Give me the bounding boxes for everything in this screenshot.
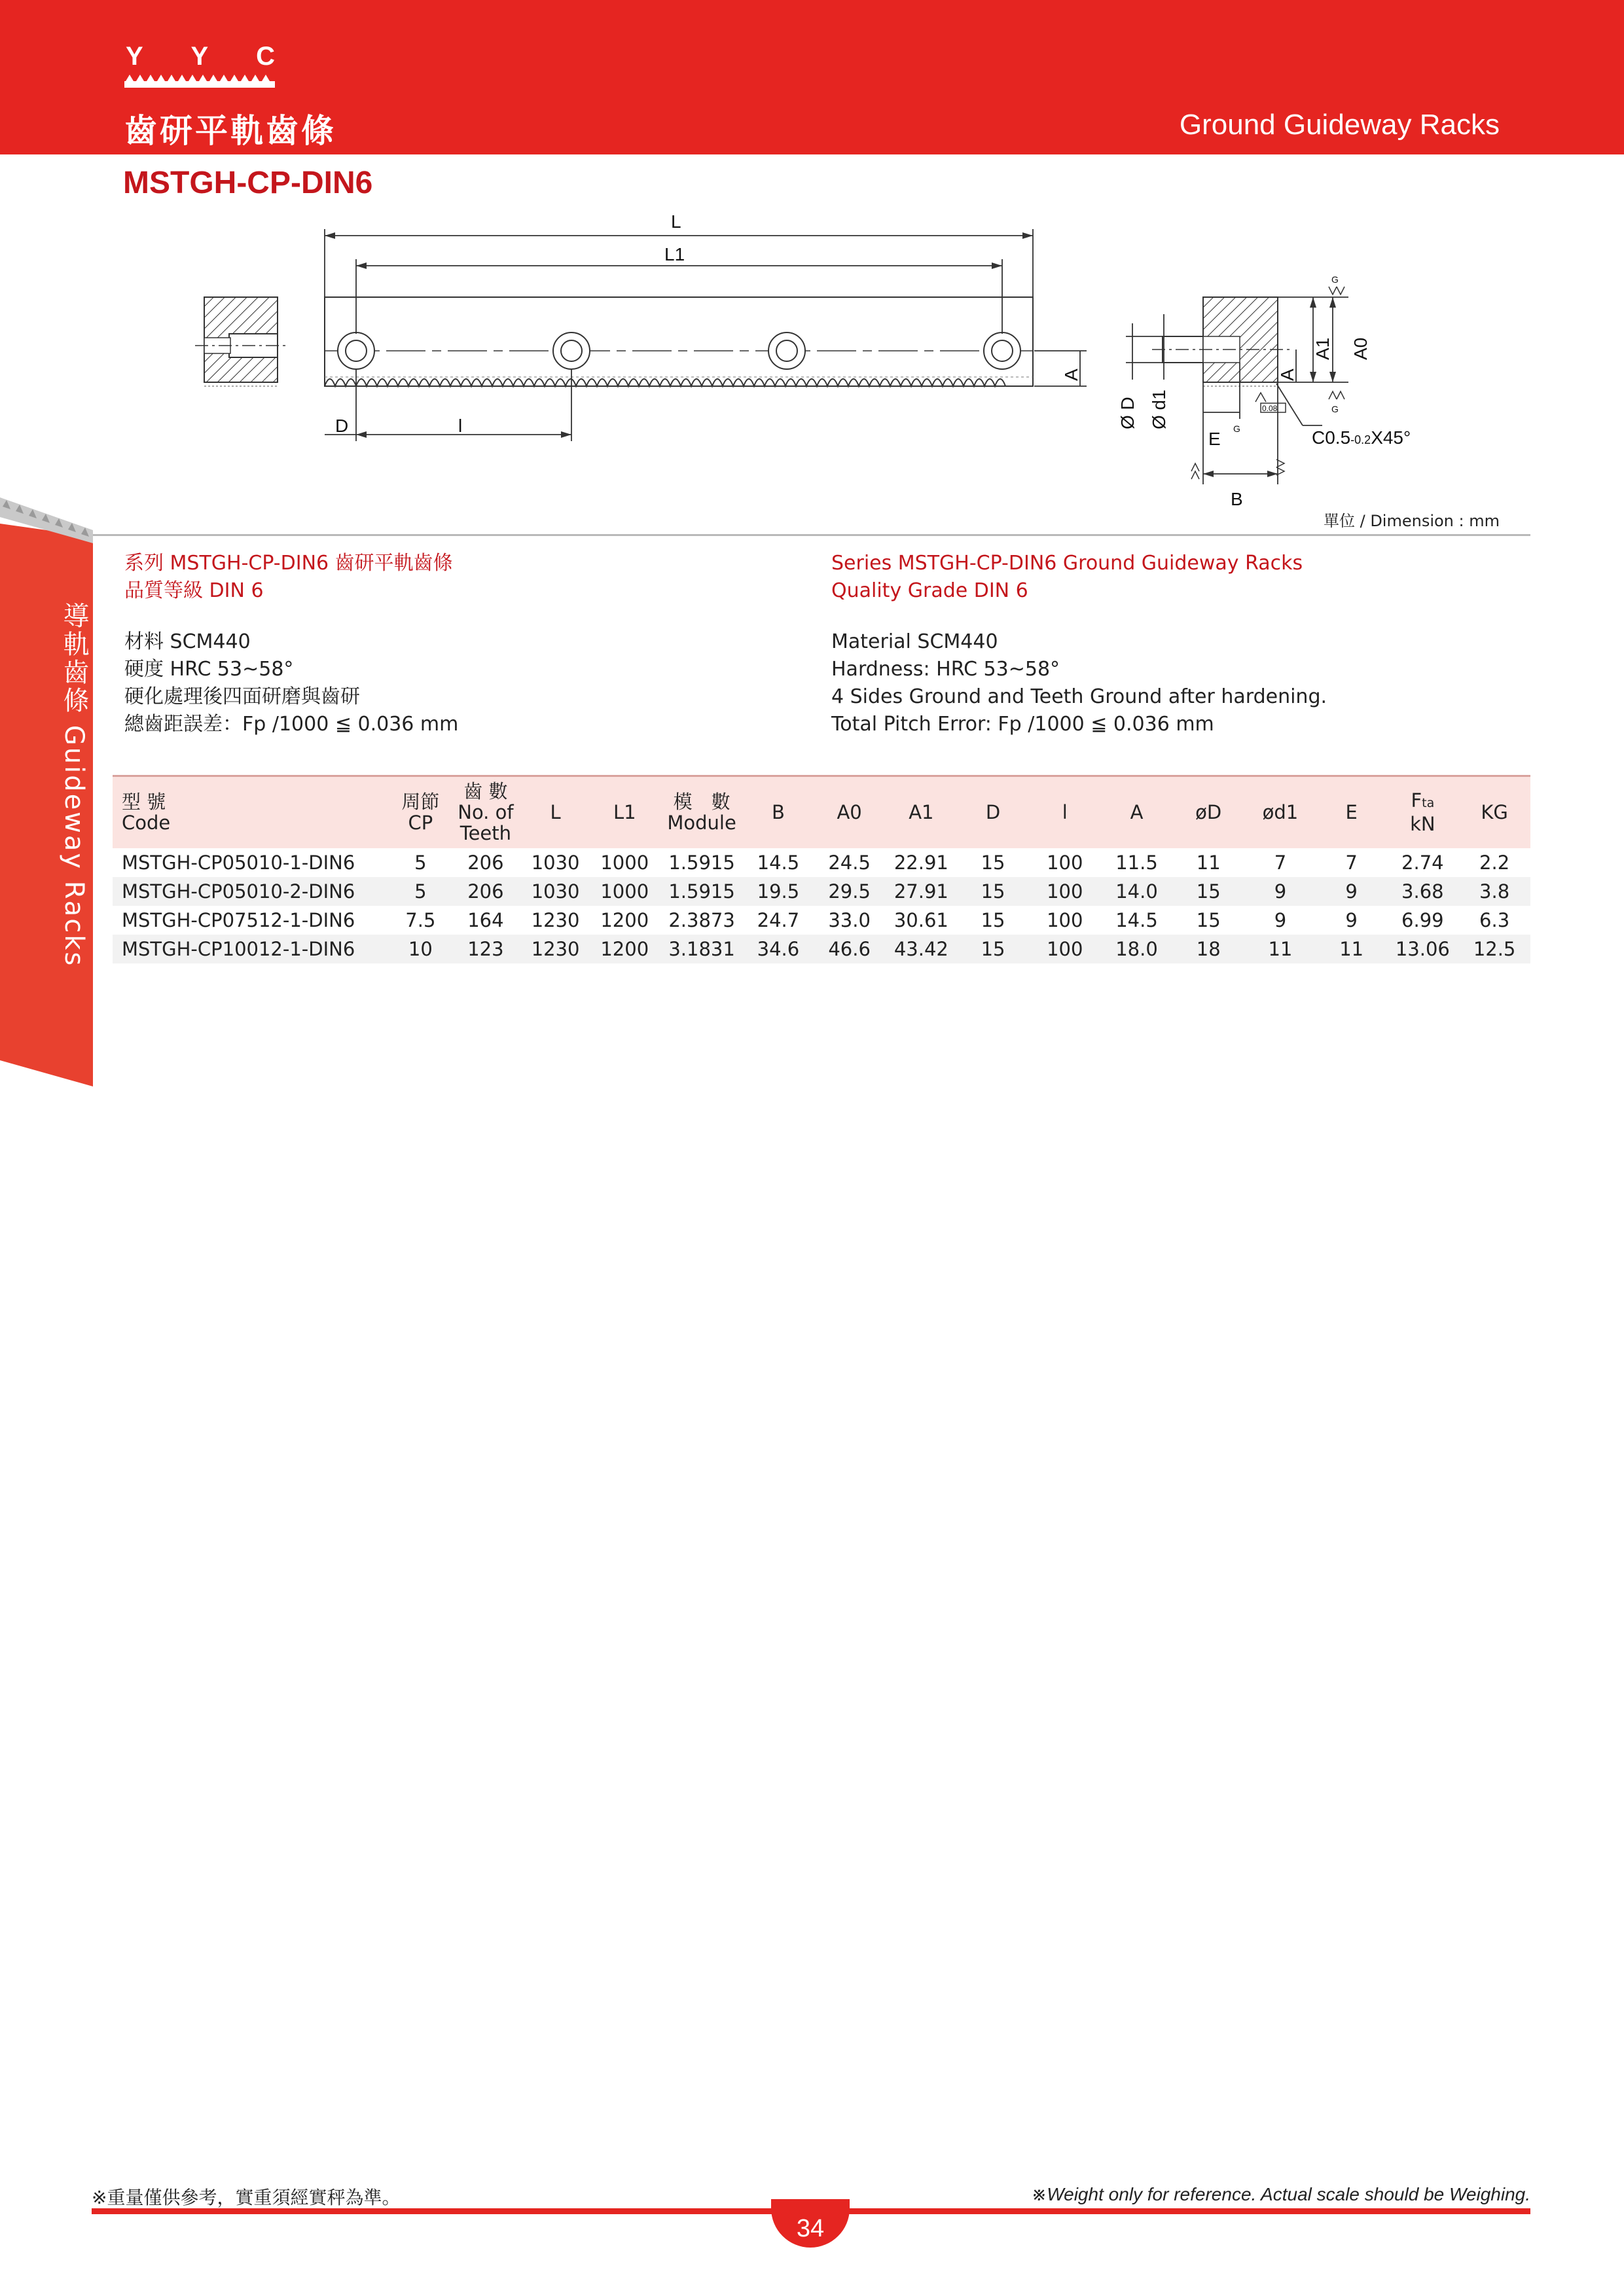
rack-front-view <box>325 297 1033 386</box>
dim-label-A: A <box>1061 368 1081 381</box>
col-L1: L1 <box>588 776 660 848</box>
chamfer-label: C0.5-0.2X45° <box>1312 427 1411 448</box>
surface-finish-G: G <box>1331 404 1339 414</box>
col-l: l <box>1029 776 1101 848</box>
page-header <box>0 0 1624 154</box>
table-row: MSTGH-CP07512-1-DIN6 7.5 164 1230 1200 2.3873 24.7 33.0 30.61 15 100 14.5 15 9 9 6.99 6.3 <box>122 908 1510 931</box>
col-L: L <box>522 776 589 848</box>
product-title: MSTGH-CP-DIN6 <box>123 166 373 200</box>
col-code: 型 號 Code <box>113 776 392 848</box>
dim-label-B: B <box>1231 489 1243 509</box>
col-fta: Fta kN <box>1386 776 1458 848</box>
spec-grade-cn: 品質等級 DIN 6 <box>124 579 264 602</box>
logo-letter: Y <box>190 42 210 71</box>
spec-pitch-error-cn: 總齒距誤差：Fp /1000 ≦ 0.036 mm <box>124 713 459 736</box>
spec-material-cn: 材料 SCM440 <box>124 630 251 653</box>
dim-label-E: E <box>1208 429 1221 449</box>
col-E: E <box>1316 776 1387 848</box>
col-cp: 周節 CP <box>392 776 449 848</box>
dim-label-A-right: A <box>1277 368 1297 381</box>
dim-label-A0: A0 <box>1350 337 1371 360</box>
col-phid1: ød1 <box>1244 776 1316 848</box>
rack-section-view-right <box>1152 297 1290 386</box>
spec-series-en: Series MSTGH-CP-DIN6 Ground Guideway Racks <box>831 552 1303 575</box>
flatness-tolerance: 0.08 <box>1262 404 1278 413</box>
spec-hardness-cn: 硬度 HRC 53~58° <box>124 658 294 681</box>
col-teeth: 齒 數 No. of Teeth <box>449 776 522 848</box>
header-title-cn: 齒研平軌齒條 <box>124 112 336 150</box>
table-row: MSTGH-CP10012-1-DIN6 10 123 1230 1200 3.1831 34.6 46.6 43.42 15 100 18.0 18 11 11 13.06 12.5 <box>113 935 1530 963</box>
unit-note: 單位 / Dimension : mm <box>1323 512 1500 530</box>
surface-finish-G: G <box>1233 423 1240 434</box>
header-title-en: Ground Guideway Racks <box>1179 109 1500 141</box>
dim-label-phi-D: Ø D <box>1117 397 1138 429</box>
footer-note-en: ※Weight only for reference. Actual scale should be Weighing. <box>1031 2184 1530 2204</box>
side-tab-label: 導軌齒條 Guideway Racks <box>59 602 89 968</box>
logo-letter: C <box>256 42 276 71</box>
col-B: B <box>743 776 814 848</box>
footer-note-cn: ※重量僅供參考，實重須經實秤為準。 <box>92 2187 401 2208</box>
logo-gear-teeth-icon <box>124 73 275 88</box>
dim-label-L: L <box>671 211 681 232</box>
col-D: D <box>957 776 1029 848</box>
technical-drawing <box>190 209 1434 524</box>
section-divider <box>93 534 1530 536</box>
col-A1: A1 <box>885 776 957 848</box>
spec-hardness-en: Hardness: HRC 53~58° <box>831 658 1060 681</box>
dim-label-D: D <box>335 416 349 436</box>
col-A: A <box>1101 776 1173 848</box>
page-number: 34 <box>771 2199 850 2248</box>
brand-logo <box>126 42 276 71</box>
table-header-row <box>113 776 1530 848</box>
spec-process-cn: 硬化處理後四面研磨與齒研 <box>124 685 360 708</box>
spec-series-cn: 系列 MSTGH-CP-DIN6 齒研平軌齒條 <box>124 552 453 575</box>
dim-label-A1: A1 <box>1312 337 1333 360</box>
dim-label-phi-d1: Ø d1 <box>1149 389 1169 429</box>
dim-label-l: l <box>458 416 463 436</box>
logo-letter: Y <box>126 42 145 71</box>
col-module: 模 數 Module <box>660 776 743 848</box>
col-A0: A0 <box>814 776 886 848</box>
spec-material-en: Material SCM440 <box>831 630 998 653</box>
spec-process-en: 4 Sides Ground and Teeth Ground after hardening. <box>831 685 1327 708</box>
spec-cn <box>124 550 779 738</box>
spec-pitch-error-en: Total Pitch Error: Fp /1000 ≦ 0.036 mm <box>831 713 1214 736</box>
rack-end-view-left <box>195 297 288 386</box>
table-row: MSTGH-CP05010-1-DIN6 5 206 1030 1000 1.5915 14.5 24.5 22.91 15 100 11.5 11 7 7 2.74 2.2 <box>122 851 1510 874</box>
spec-grade-en: Quality Grade DIN 6 <box>831 579 1028 602</box>
col-kg: KG <box>1458 776 1530 848</box>
spec-en <box>831 550 1525 738</box>
table-row: MSTGH-CP05010-2-DIN6 5 206 1030 1000 1.5915 19.5 29.5 27.91 15 100 14.0 15 9 9 3.68 3.8 <box>113 877 1530 906</box>
col-phiD: øD <box>1172 776 1244 848</box>
dim-label-L1: L1 <box>664 244 685 264</box>
spec-table <box>113 775 1530 963</box>
surface-finish-G: G <box>1331 274 1339 285</box>
